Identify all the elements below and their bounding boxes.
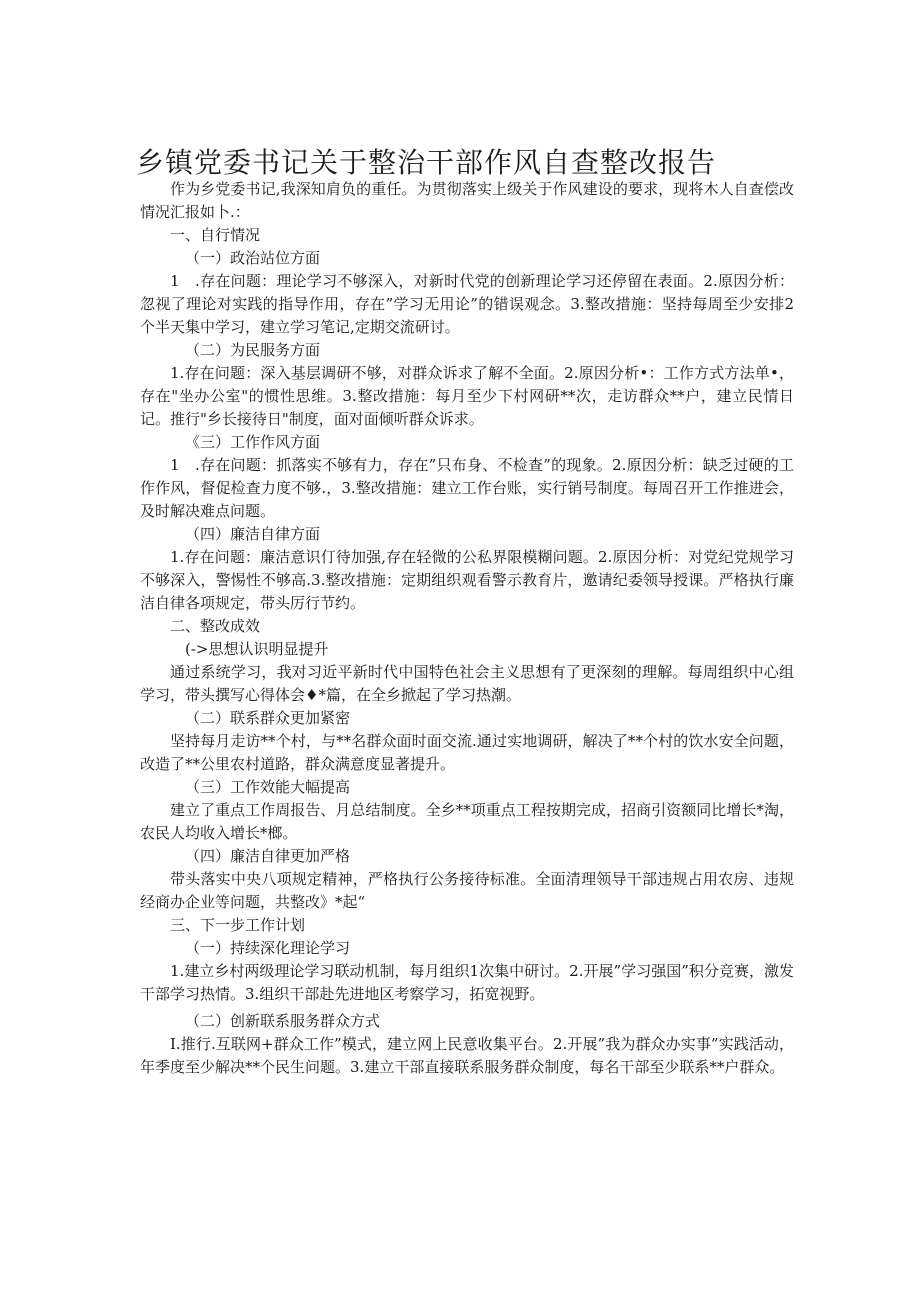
body-paragraph: 1 .存在问题：理论学习不够深入，对新时代党的创新理论学习还停留在表面。2.原因分析：忽视了理论对实践的指导作用，存在”学习无用论”的错误观念。3.整改措施：坚持每周至少安排2个半天集中学习，建立学习笔记,定期交流研讨。: [140, 272, 794, 336]
subsection-heading: （二）为民服务方面: [185, 341, 321, 359]
subsection-heading: （二）联系群众更加紧密: [185, 709, 351, 727]
document-body: [140, 178, 794, 1079]
subsection-heading: (->思想认识明显提升: [185, 640, 329, 658]
body-paragraph: 通过系统学习，我对习近平新时代中国特色社会主义思想有了更深刻的理解。每周组织中心组学习，带头撰写心得体会♦*篇，在全乡掀起了学习热潮。: [140, 663, 794, 704]
intro-paragraph: 作为乡党委书记,我深知肩负的重任。为贯彻落实上级关于作风建设的要求，现将木人自查偿改情况汇报如卜.：: [140, 180, 794, 221]
subsection-heading: （四）廉洁自律更加严格: [185, 847, 351, 865]
subsection-heading: （一）政治站位方面: [185, 249, 321, 267]
document-title: 乡镇党委书记关于整治干部作风自查整改报告: [136, 145, 717, 179]
section-heading-3: 三、下一步工作计划: [170, 916, 306, 934]
subsection-heading: （三）工作效能大幅提高: [185, 778, 351, 796]
body-paragraph: 带头落实中央八项规定精神，严格执行公务接待标准。全面清理领导干部违规占用农房、违规经商办企业等问题，共整改》*起“: [140, 870, 794, 911]
body-paragraph: 1 .存在问题：抓落实不够有力，存在”只布身、不检查”的现象。2.原因分析：缺乏过硬的工作作风，督促检查力度不够.，3.整改措施：建立工作台账，实行销号制度。每周召开工作推进会，及时解决难点问题。: [140, 456, 794, 520]
section-heading-1: 一、自行情况: [170, 226, 261, 244]
body-paragraph: 1.建立乡村两级理论学习联动机制，每月组织1次集中研讨。2.开展”学习强国”积分竞赛，激发干部学习热情。3.组织干部赴先进地区考察学习，拓宽视野。: [140, 962, 794, 1003]
subsection-heading: 《三）工作作风方面: [185, 433, 321, 451]
subsection-heading: （一）持续深化理论学习: [185, 939, 351, 957]
subsection-heading: （二）创新联系服务群众方式: [185, 1012, 381, 1030]
body-paragraph: I.推行.互联网+群众工作”模式，建立网上民意收集平台。2.开展”我为群众办实事”实践活动，年季度至少解决**个民生问题。3.建立干部直接联系服务群众制度，每名干部至少联系**户群众。: [140, 1035, 794, 1076]
body-paragraph: 1.存在问题：廉洁意识仃待加强,存在轻微的公私界限模糊问题。2.原因分析：对党纪党规学习不够深入，警惕性不够高.3.整改措施：定期组织观看警示教育片，邀请纪委领导授课。严格执行廉洁自律各项规定，带头厉行节约。: [140, 548, 794, 612]
subsection-heading: （四）廉洁自律方面: [185, 525, 321, 543]
body-paragraph: 建立了重点工作周报告、月总结制度。全乡**项重点工程按期完成，招商引资额同比增长*淘，农民人均收入增长*榔。: [140, 801, 794, 842]
section-heading-2: 二、整改成效: [170, 617, 261, 635]
body-paragraph: 1.存在问题：深入基层调研不够，对群众诉求了解不全面。2.原因分析•：工作方式方法单•，存在"坐办公室"的惯性思维。3.整改措施：每月至少下村网研**次，走访群众**户，建立民情日记。推行"乡长接待日"制度，面对面倾听群众诉求。: [140, 364, 794, 428]
body-paragraph: 坚持每月走访**个村，与**名群众面时面交流.通过实地调研，解决了**个村的饮水安全问题，改造了**公里农村道路，群众满意度显著提升。: [140, 732, 794, 773]
